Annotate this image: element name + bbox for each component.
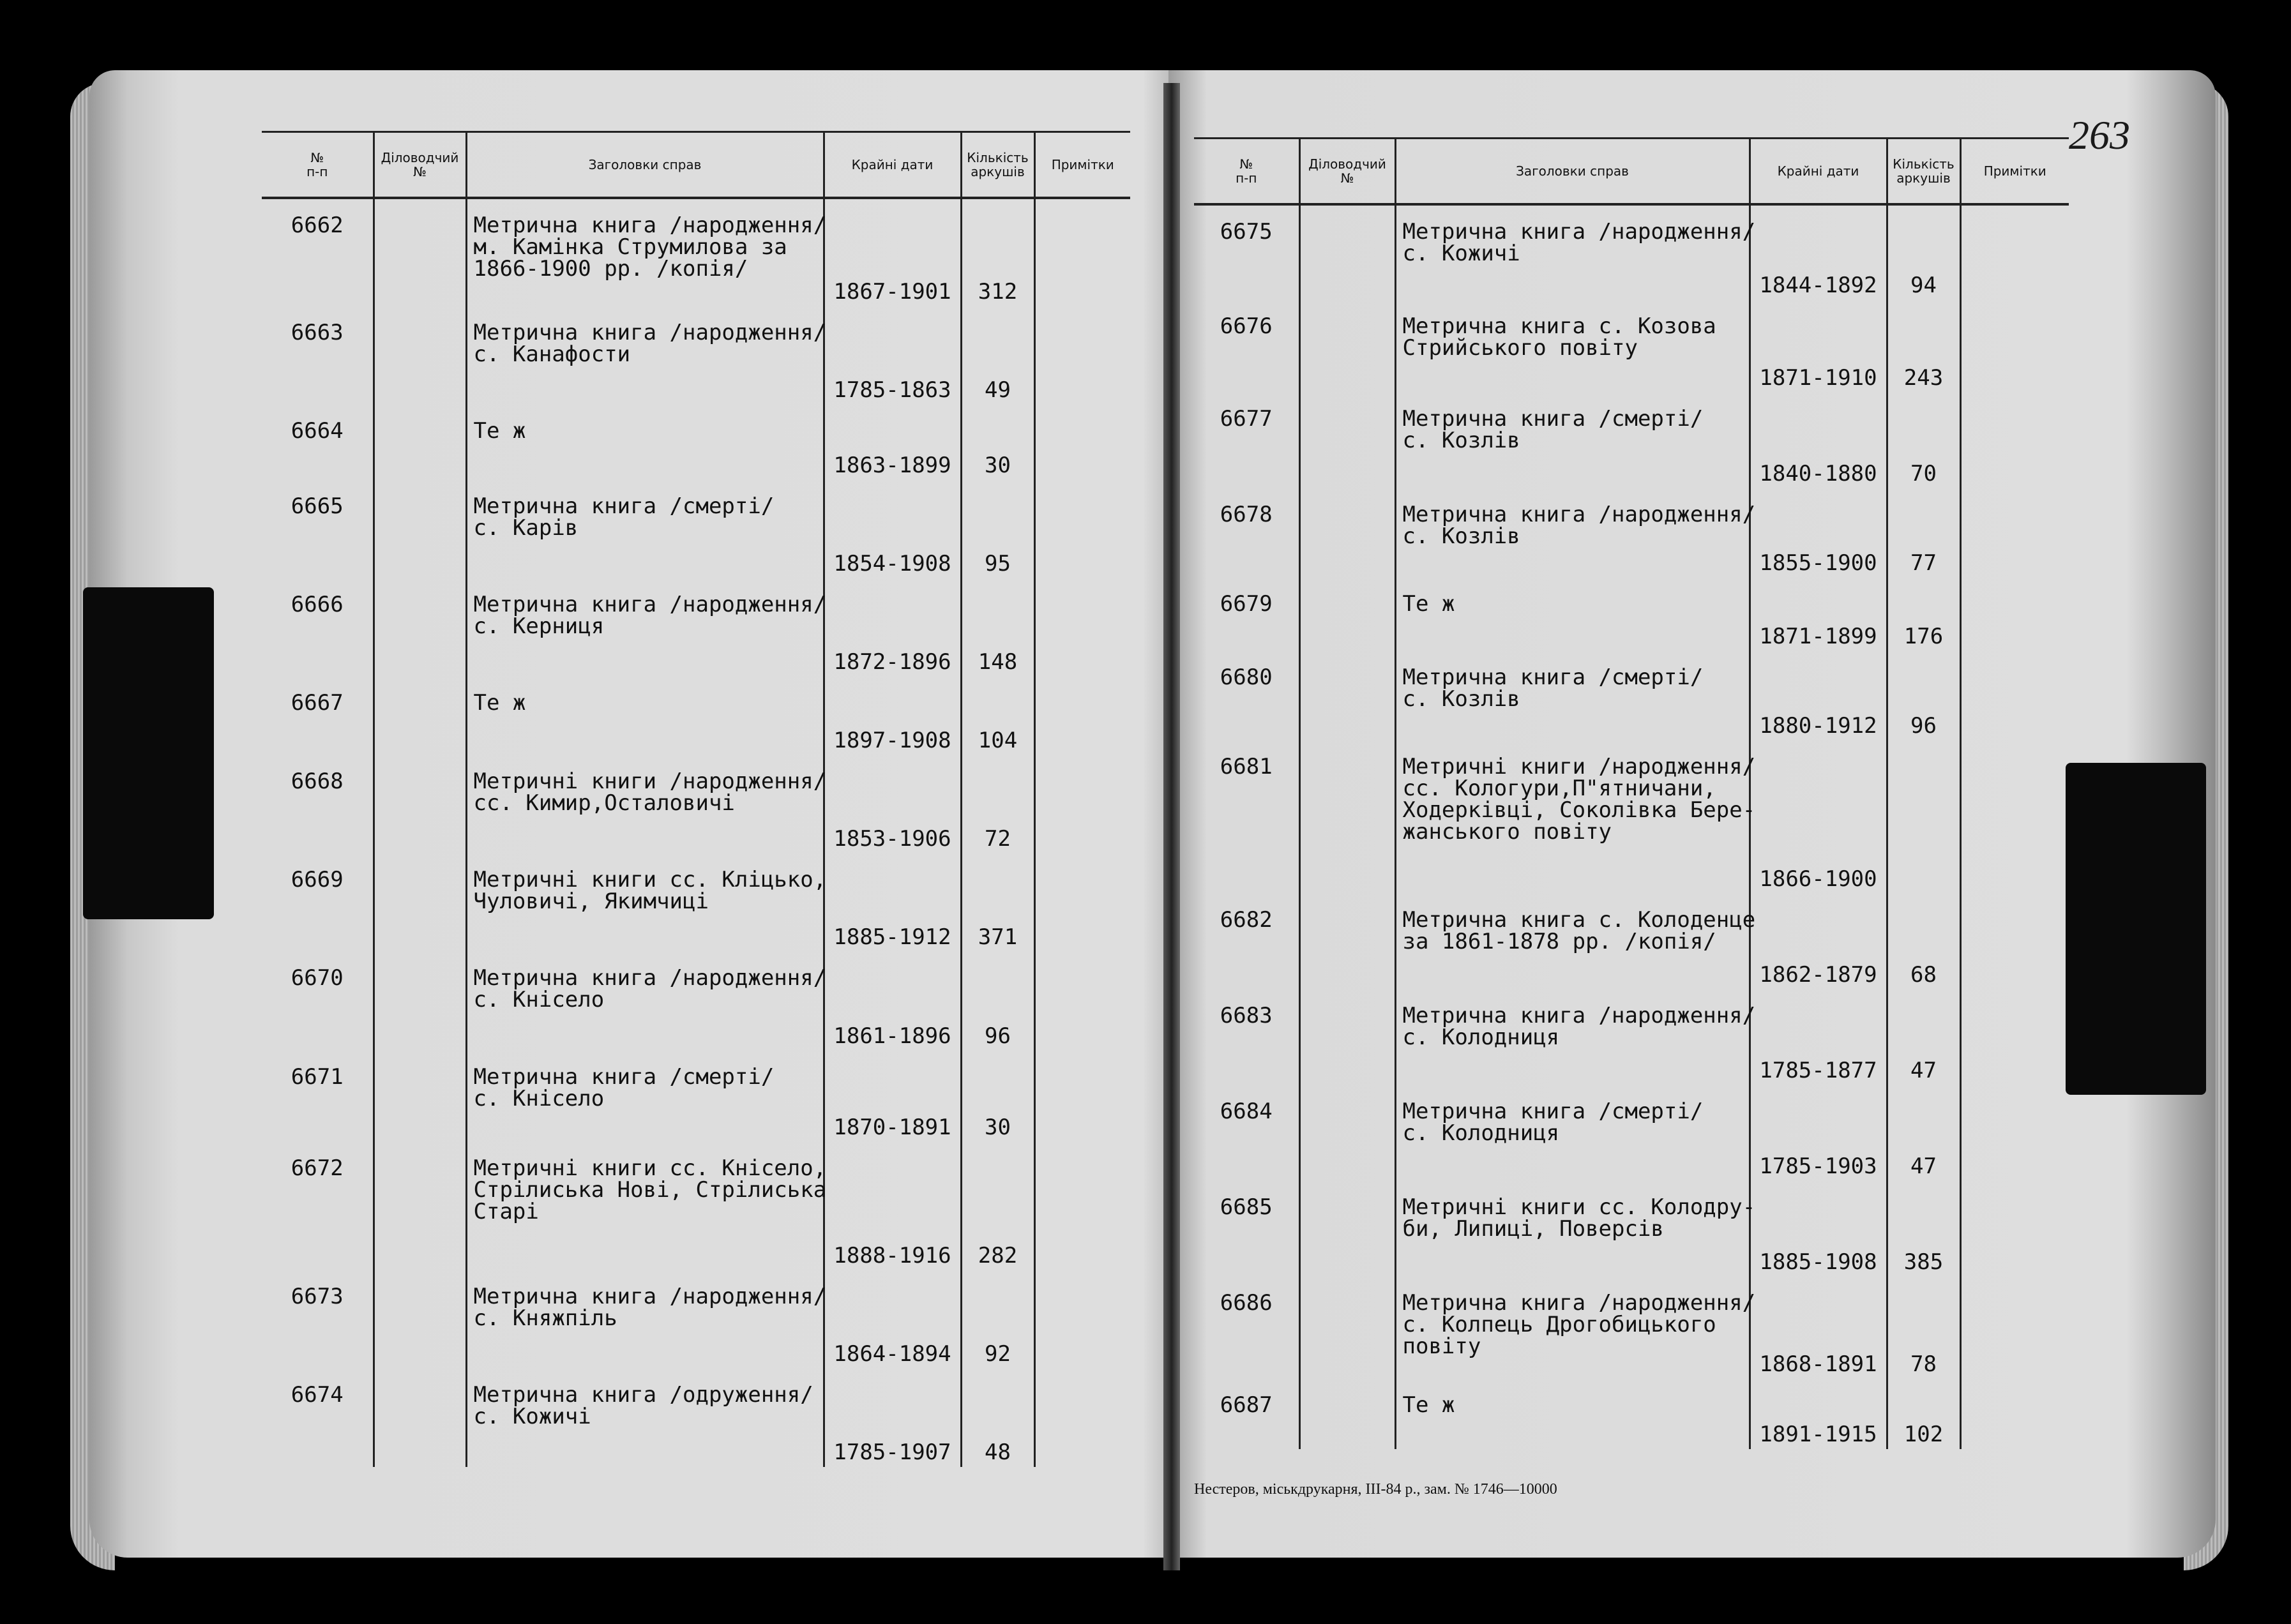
record-number: 6681 [1194,741,1299,894]
table-row [1194,300,2069,393]
record-dates: 1785-1877 [1750,989,1887,1085]
record-dates: 1866-1900 [1750,741,1887,894]
record-title: Метричні книги сс. Кліцько, Чуловичі, Якимчиці [466,853,824,952]
record-sheet-count: 49 [961,306,1034,405]
record-number: 6667 [262,677,374,755]
record-notes [1960,393,2069,488]
table-row [262,853,1130,952]
clerk-number [374,198,466,306]
record-number: 6677 [1194,393,1299,488]
table-row [262,952,1130,1050]
record-title: Метрична книга /народження/ с. Колодниця [1395,989,1750,1085]
record-number: 6676 [1194,300,1299,393]
clerk-number [1299,488,1395,578]
clerk-number [374,578,466,677]
record-number: 6674 [262,1369,374,1467]
record-notes [1034,306,1130,405]
record-sheet-count: 68 [1887,894,1960,989]
record-title: Метрична книга /смерті/ с. Кнісело [466,1051,824,1143]
record-notes [1960,300,2069,393]
record-notes [1034,755,1130,853]
record-number: 6666 [262,578,374,677]
record-number: 6680 [1194,651,1299,741]
record-notes [1960,578,2069,651]
record-notes [1960,488,2069,578]
right-table-header [1194,139,2069,204]
record-title: Те ж [466,405,824,480]
clerk-number [1299,1379,1395,1449]
record-sheet-count: 92 [961,1270,1034,1369]
record-title: Метрична книга /одруження/ с. Кожичі [466,1369,824,1467]
record-number: 6678 [1194,488,1299,578]
record-dates: 1868-1891 [1750,1277,1887,1379]
record-number: 6664 [262,405,374,480]
record-number: 6679 [1194,578,1299,651]
record-title: Метрична книга /смерті/ с. Козлів [1395,651,1750,741]
table-row [1194,488,2069,578]
record-dates: 1867-1901 [824,198,961,306]
record-notes [1960,894,2069,989]
record-number: 6670 [262,952,374,1050]
clerk-number [374,853,466,952]
header-dates: Крайні дати [1750,139,1887,204]
clerk-number [374,755,466,853]
table-row [1194,1181,2069,1277]
header-sheets: Кількість аркушів [961,133,1034,198]
book-gutter [1163,83,1180,1570]
table-row [1194,989,2069,1085]
record-title: Метричні книги /народження/ сс. Кологури,П"ятничани, Ходерківці, Соколівка Бере- жанського повіту [1395,741,1750,894]
clerk-number [1299,393,1395,488]
record-title: Метрична книга /народження/ м. Камінка Струмилова за 1866-1900 рр. /копія/ [466,198,824,306]
left-table-header [262,133,1130,198]
record-notes [1960,1085,2069,1181]
table-row [262,306,1130,405]
header-clerk-num: Діловодчий № [1299,139,1395,204]
record-sheet-count: 78 [1887,1277,1960,1379]
record-title: Метрична книга /смерті/ с. Козлів [1395,393,1750,488]
record-number: 6682 [1194,894,1299,989]
table-row [262,198,1130,306]
record-sheet-count: 96 [1887,651,1960,741]
record-sheet-count: 104 [961,677,1034,755]
record-sheet-count: 47 [1887,989,1960,1085]
record-sheet-count: 30 [961,405,1034,480]
record-number: 6662 [262,198,374,306]
record-dates: 1885-1908 [1750,1181,1887,1277]
record-dates: 1897-1908 [824,677,961,755]
clerk-number [374,480,466,578]
table-row [1194,741,2069,894]
record-notes [1034,578,1130,677]
record-dates: 1862-1879 [1750,894,1887,989]
record-title: Метрична книга /народження/ с. Козлів [1395,488,1750,578]
record-sheet-count: 47 [1887,1085,1960,1181]
clerk-number [374,677,466,755]
record-notes [1034,1142,1130,1270]
record-sheet-count: 70 [1887,393,1960,488]
left-table-body [262,198,1130,1467]
record-number: 6669 [262,853,374,952]
record-notes [1960,989,2069,1085]
table-row [262,755,1130,853]
record-notes [1034,1051,1130,1143]
record-title: Метрична книга /смерті/ с. Колодниця [1395,1085,1750,1181]
clerk-number [1299,894,1395,989]
record-sheet-count: 72 [961,755,1034,853]
clerk-number [1299,651,1395,741]
clerk-number [1299,204,1395,300]
record-dates: 1854-1908 [824,480,961,578]
clerk-number [374,1270,466,1369]
record-number: 6663 [262,306,374,405]
record-title: Метрична книга /народження/ с. Керниця [466,578,824,677]
clerk-number [1299,578,1395,651]
record-notes [1960,651,2069,741]
record-title: Метрична книга /народження/ с. Кнісело [466,952,824,1050]
record-number: 6672 [262,1142,374,1270]
record-number: 6684 [1194,1085,1299,1181]
record-dates: 1785-1863 [824,306,961,405]
record-title: Метрична книга /народження/ с. Княжпіль [466,1270,824,1369]
table-row [262,1142,1130,1270]
left-register-table [262,133,1130,1467]
record-notes [1034,198,1130,306]
record-dates: 1853-1906 [824,755,961,853]
table-row [1194,1277,2069,1379]
record-title: Метрична книга /смерті/ с. Карів [466,480,824,578]
record-title: Метрична книга с. Козова Стрийського повіту [1395,300,1750,393]
table-row [1194,651,2069,741]
header-title: Заголовки справ [1395,139,1750,204]
left-clip-tab [83,587,214,919]
record-dates: 1885-1912 [824,853,961,952]
record-sheet-count: 312 [961,198,1034,306]
clerk-number [1299,741,1395,894]
record-title: Метрична книга /народження/ с. Кожичі [1395,204,1750,300]
table-row [1194,894,2069,989]
right-register-table [1194,139,2069,1449]
clerk-number [374,1369,466,1467]
record-number: 6675 [1194,204,1299,300]
table-row [262,480,1130,578]
record-dates: 1844-1892 [1750,204,1887,300]
record-notes [1960,1277,2069,1379]
record-title: Те ж [1395,578,1750,651]
record-notes [1034,952,1130,1050]
clerk-number [1299,300,1395,393]
record-notes [1034,405,1130,480]
record-notes [1034,1270,1130,1369]
header-dates: Крайні дати [824,133,961,198]
record-sheet-count: 148 [961,578,1034,677]
record-dates: 1840-1880 [1750,393,1887,488]
record-dates: 1871-1899 [1750,578,1887,651]
record-notes [1960,741,2069,894]
table-row [1194,1379,2069,1449]
clerk-number [374,1051,466,1143]
record-sheet-count: 176 [1887,578,1960,651]
record-sheet-count: 48 [961,1369,1034,1467]
record-notes [1034,677,1130,755]
record-sheet-count: 30 [961,1051,1034,1143]
record-sheet-count: 96 [961,952,1034,1050]
record-notes [1960,1379,2069,1449]
record-notes [1960,1181,2069,1277]
table-row [1194,1085,2069,1181]
clerk-number [1299,1277,1395,1379]
clerk-number [374,306,466,405]
record-dates: 1880-1912 [1750,651,1887,741]
table-row [1194,578,2069,651]
record-number: 6673 [262,1270,374,1369]
record-sheet-count: 94 [1887,204,1960,300]
table-row [262,677,1130,755]
header-notes: Примітки [1034,133,1130,198]
record-dates: 1863-1899 [824,405,961,480]
record-title: Метричні книги сс. Колодру- би, Липиці, Поверсів [1395,1181,1750,1277]
record-notes [1034,853,1130,952]
clerk-number [1299,989,1395,1085]
record-dates: 1785-1903 [1750,1085,1887,1181]
right-clip-tab [2066,763,2206,1095]
record-sheet-count: 102 [1887,1379,1960,1449]
header-title: Заголовки справ [466,133,824,198]
record-notes [1960,204,2069,300]
record-sheet-count: 77 [1887,488,1960,578]
table-row [262,1270,1130,1369]
record-dates: 1871-1910 [1750,300,1887,393]
record-sheet-count [1887,741,1960,894]
record-title: Те ж [1395,1379,1750,1449]
record-dates: 1888-1916 [824,1142,961,1270]
header-num: № п-п [1194,139,1299,204]
record-dates: 1872-1896 [824,578,961,677]
header-clerk-num: Діловодчий № [374,133,466,198]
record-number: 6685 [1194,1181,1299,1277]
clerk-number [1299,1085,1395,1181]
clerk-number [1299,1181,1395,1277]
clerk-number [374,952,466,1050]
record-sheet-count: 385 [1887,1181,1960,1277]
table-row [262,1051,1130,1143]
record-title: Метрична книга с. Колоденце за 1861-1878 рр. /копія/ [1395,894,1750,989]
clerk-number [374,1142,466,1270]
record-dates: 1855-1900 [1750,488,1887,578]
record-number: 6665 [262,480,374,578]
table-row [262,578,1130,677]
record-number: 6686 [1194,1277,1299,1379]
record-title: Метричні книги /народження/ сс. Кимир,Осталовичі [466,755,824,853]
table-row [1194,204,2069,300]
right-table-body [1194,204,2069,1449]
record-dates: 1891-1915 [1750,1379,1887,1449]
print-imprint: Нестеров, міськдрукарня, ІІІ-84 р., зам. № 1746—10000 [1194,1481,1557,1498]
record-title: Те ж [466,677,824,755]
record-sheet-count: 243 [1887,300,1960,393]
record-title: Метричні книги сс. Кнісело, Стрілиська Нові, Стрілиська Старі [466,1142,824,1270]
record-title: Метрична книга /народження/ с. Колпець Дрогобицького повіту [1395,1277,1750,1379]
record-dates: 1861-1896 [824,952,961,1050]
record-number: 6668 [262,755,374,853]
record-dates: 1864-1894 [824,1270,961,1369]
table-row [262,1369,1130,1467]
record-sheet-count: 371 [961,853,1034,952]
record-notes [1034,1369,1130,1467]
header-sheets: Кількість аркушів [1887,139,1960,204]
clerk-number [374,405,466,480]
header-notes: Примітки [1960,139,2069,204]
table-row [262,405,1130,480]
record-notes [1034,480,1130,578]
record-number: 6683 [1194,989,1299,1085]
page-number: 263 [2069,112,2130,158]
record-number: 6687 [1194,1379,1299,1449]
record-sheet-count: 282 [961,1142,1034,1270]
record-title: Метрична книга /народження/ с. Канафости [466,306,824,405]
record-dates: 1785-1907 [824,1369,961,1467]
header-num: № п-п [262,133,374,198]
record-dates: 1870-1891 [824,1051,961,1143]
record-sheet-count: 95 [961,480,1034,578]
record-number: 6671 [262,1051,374,1143]
table-row [1194,393,2069,488]
